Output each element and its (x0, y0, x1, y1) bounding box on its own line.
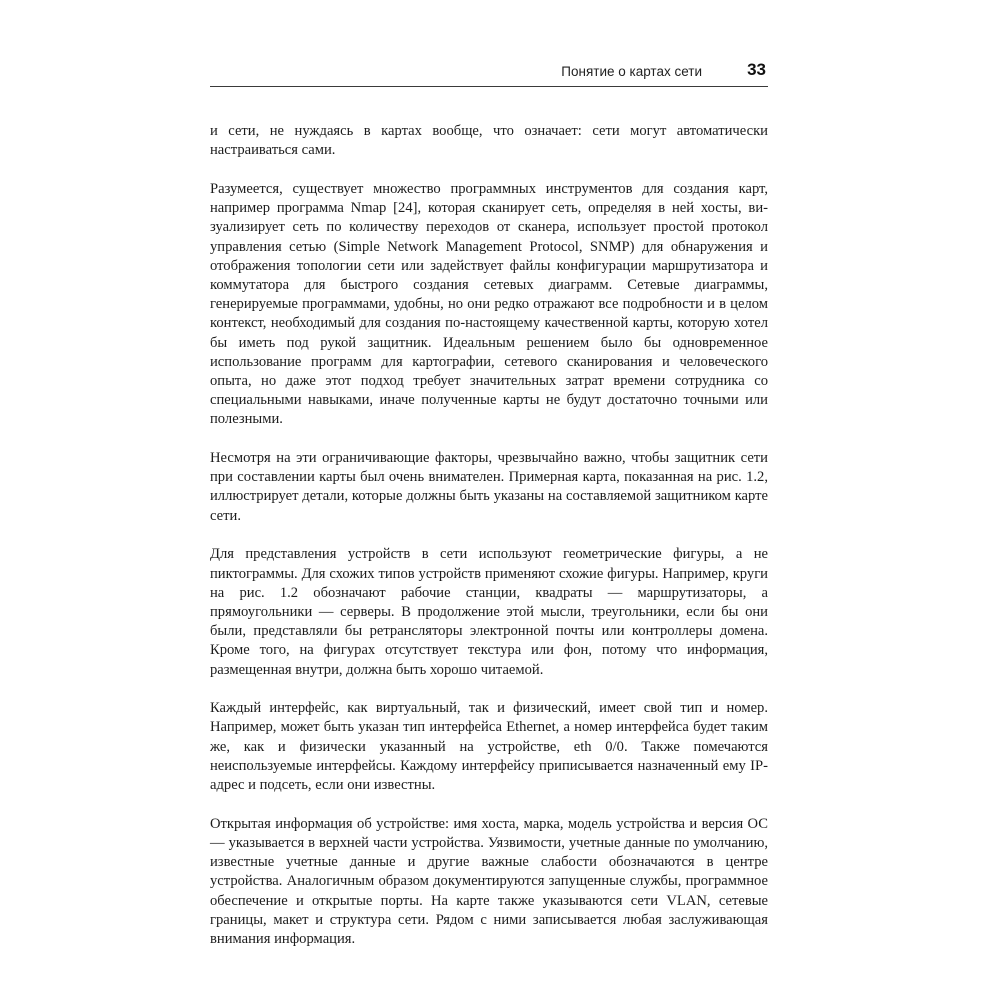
running-header (210, 60, 768, 87)
paragraph-device-info: Открытая информация об устройстве: имя хоста, марка, модель устройства и версия ОС — указывается в верхней части устройства. Уязвимости, учетные данные по умолчанию, известные учетные данные и другие важные слабости обозначаются в центре устройства. Аналогичным образом документируются запущенные службы, программное обеспечение и открытые порты. На карте также указываются сети VLAN, сетевые границы, макет и структура сети. Рядом с ними записывается любая заслуживающая внимания информация. (210, 815, 768, 948)
running-title: Понятие о картах сети (561, 64, 702, 79)
page-number: 33 (747, 60, 766, 79)
body-text (210, 122, 768, 969)
paragraph-continuation: и сети, не нуждаясь в картах вообще, что означает: сети могут автоматически настраиваться сами. (210, 123, 768, 159)
paragraph-mapping-tools: Разумеется, существует множество программных инструментов для создания карт, например программа Nmap [24], которая сканирует сеть, определяя в ней хосты, визуализирует сеть по количеству переходов от сканера, использует простой протокол управления сетью (Simple Network Management Protocol, SNMP) для обнаружения и отображения топологии сети или задействует файлы конфигурации маршрутизатора и коммутатора для быстрого создания сетевых диаграмм. Сетевые диаграммы, генерируемые программами, удобны, но они редко отражают все подробности и в целом контекст, необходимый для создания по-настоящему качественной карты, которую хотел бы иметь под рукой защитник. Идеальным решением было бы одновременное использование программ для картографии, сетевого сканирования и человеческого опыта, но даже этот подход требует значительных затрат времени сотрудника со специальными навыками, иначе полученные карты не будут достаточно точными или полезными. (210, 180, 768, 428)
paragraph-geometric-shapes: Для представления устройств в сети используют геометрические фигуры, а не пиктограммы. Для схожих типов устройств применяют схожие фигуры. Например, круги на рис. 1.2 обозначают рабочие станции, квадраты — маршрутизаторы, а прямоугольники — серверы. В продолжение этой мысли, треугольники, если бы они были, представляли бы ретрансляторы электронной почты или контроллеры домена. Кроме того, на фигурах отсутствует текстура или фон, потому что информация, размещенная внутри, должна быть хорошо читаемой. (210, 546, 768, 678)
paragraph-defender-attention: Несмотря на эти ограничивающие факторы, чрезвычайно важно, чтобы защитник сети при составлении карты был очень внимателен. Примерная карта, показанная на рис. 1.2, иллюстрирует детали, которые должны быть указаны на составляемой защитником карте сети. (210, 450, 768, 524)
book-page (210, 0, 768, 1000)
paragraph-interfaces: Каждый интерфейс, как виртуальный, так и физический, имеет свой тип и номер. Например, может быть указан тип интерфейса Ethernet, а номер интерфейса будет таким же, как и физически указанный на устройстве, eth 0/0. Также помечаются неиспользуемые интерфейсы. Каждому интерфейсу приписывается назначенный ему IP-адрес и подсеть, если они известны. (210, 700, 768, 794)
